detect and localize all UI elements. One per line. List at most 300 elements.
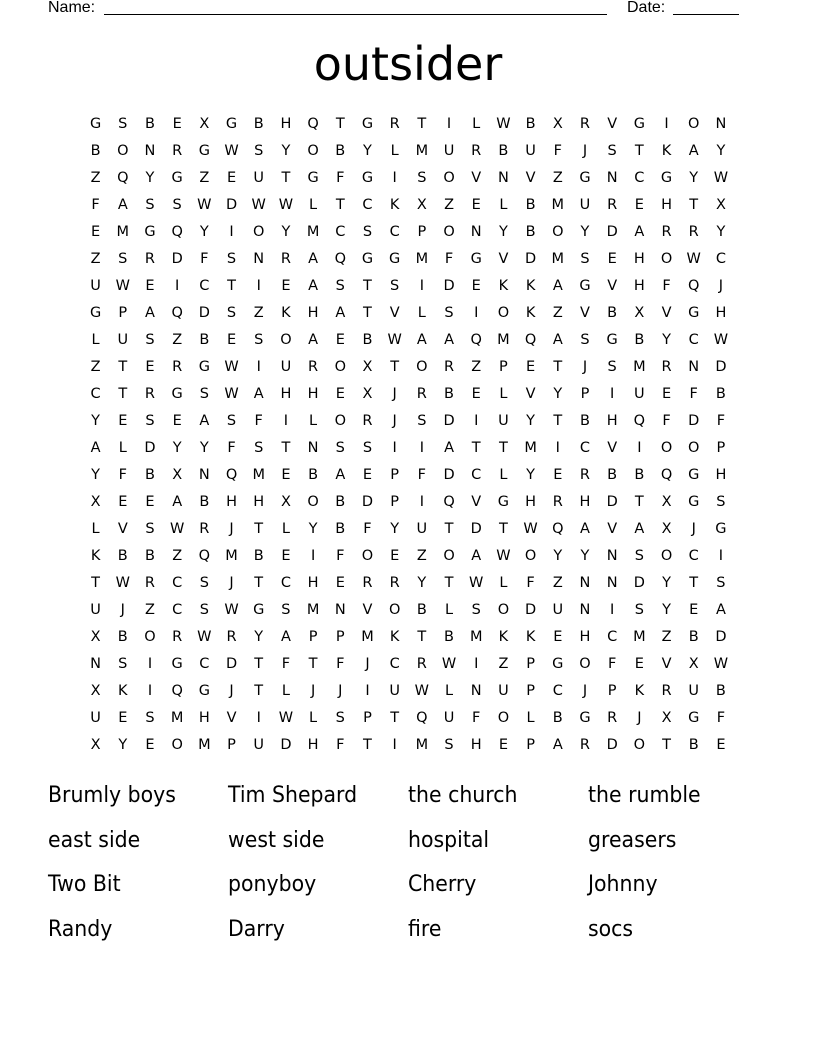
grid-letter[interactable]: G	[144, 224, 156, 240]
grid-letter[interactable]: T	[390, 710, 400, 726]
grid-letter[interactable]: L	[417, 305, 426, 321]
grid-letter[interactable]: B	[335, 143, 346, 159]
grid-letter[interactable]: O	[334, 413, 346, 429]
grid-letter[interactable]: A	[580, 521, 590, 537]
grid-letter[interactable]: R	[552, 494, 563, 510]
grid-letter[interactable]: X	[90, 683, 101, 699]
grid-letter[interactable]: S	[471, 602, 481, 618]
grid-letter[interactable]: I	[474, 413, 479, 429]
grid-letter[interactable]: P	[363, 710, 372, 726]
grid-letter[interactable]: I	[718, 548, 724, 564]
grid-letter[interactable]: I	[392, 440, 397, 456]
grid-letter[interactable]: L	[499, 386, 508, 402]
grid-letter[interactable]: K	[281, 305, 291, 321]
grid-letter[interactable]: B	[688, 629, 699, 645]
grid-letter[interactable]: U	[280, 359, 292, 375]
grid-letter[interactable]: T	[634, 494, 644, 510]
grid-letter[interactable]: O	[579, 656, 591, 672]
grid-letter[interactable]: D	[715, 359, 727, 375]
grid-letter[interactable]: B	[335, 521, 346, 537]
grid-letter[interactable]: G	[307, 170, 319, 186]
grid-letter[interactable]: B	[144, 116, 155, 132]
grid-letter[interactable]: F	[689, 386, 698, 402]
grid-letter[interactable]: N	[606, 548, 618, 564]
grid-letter[interactable]: U	[253, 737, 265, 753]
grid-letter[interactable]: S	[335, 440, 345, 456]
grid-letter[interactable]: B	[144, 548, 155, 564]
grid-letter[interactable]: H	[253, 494, 265, 510]
grid-letter[interactable]: L	[309, 710, 318, 726]
grid-letter[interactable]: W	[414, 683, 430, 699]
grid-letter[interactable]: C	[688, 332, 699, 348]
grid-letter[interactable]: J	[392, 413, 397, 429]
grid-letter[interactable]: A	[444, 440, 454, 456]
grid-letter[interactable]: S	[362, 224, 373, 240]
grid-letter[interactable]: D	[606, 224, 618, 240]
grid-letter[interactable]: O	[171, 737, 183, 753]
grid-letter[interactable]: H	[280, 116, 292, 132]
grid-letter[interactable]: N	[470, 224, 482, 240]
grid-letter[interactable]: F	[716, 413, 726, 429]
grid-letter[interactable]: B	[607, 467, 618, 483]
grid-letter[interactable]: X	[90, 737, 101, 753]
grid-letter[interactable]: G	[389, 251, 401, 267]
grid-letter[interactable]: W	[278, 197, 294, 213]
grid-letter[interactable]: M	[252, 467, 265, 483]
grid-letter[interactable]: L	[526, 710, 535, 726]
grid-letter[interactable]: E	[689, 602, 699, 618]
grid-letter[interactable]: V	[471, 494, 482, 510]
grid-letter[interactable]: B	[688, 737, 699, 753]
grid-letter[interactable]: A	[90, 440, 101, 456]
grid-letter[interactable]: Y	[716, 224, 726, 240]
grid-letter[interactable]: Y	[689, 170, 699, 186]
grid-letter[interactable]: B	[362, 332, 373, 348]
grid-letter[interactable]: D	[144, 440, 156, 456]
grid-letter[interactable]: E	[634, 197, 644, 213]
grid-letter[interactable]: B	[607, 305, 618, 321]
grid-letter[interactable]: E	[145, 278, 155, 294]
grid-letter[interactable]: I	[310, 548, 316, 564]
grid-letter[interactable]: I	[365, 683, 370, 699]
grid-letter[interactable]: A	[308, 278, 319, 294]
grid-letter[interactable]: T	[118, 386, 128, 402]
grid-letter[interactable]: N	[579, 602, 591, 618]
grid-letter[interactable]: C	[579, 440, 591, 456]
grid-letter[interactable]: C	[389, 656, 400, 672]
grid-letter[interactable]: P	[118, 305, 128, 321]
grid-letter[interactable]: A	[308, 251, 319, 267]
grid-letter[interactable]: N	[470, 683, 482, 699]
grid-letter[interactable]: S	[199, 575, 209, 591]
grid-letter[interactable]: P	[526, 683, 535, 699]
grid-letter[interactable]: K	[525, 629, 536, 645]
grid-letter[interactable]: F	[336, 656, 345, 672]
grid-letter[interactable]: G	[361, 251, 374, 267]
grid-letter[interactable]: T	[689, 575, 699, 591]
grid-letter[interactable]: O	[497, 602, 510, 618]
grid-letter[interactable]: J	[582, 359, 588, 375]
grid-letter[interactable]: B	[525, 116, 536, 132]
grid-letter[interactable]: U	[498, 683, 509, 699]
grid-letter[interactable]: G	[579, 170, 591, 186]
grid-letter[interactable]: R	[661, 359, 672, 375]
grid-letter[interactable]: B	[199, 494, 210, 510]
grid-letter[interactable]: U	[688, 683, 700, 699]
grid-letter[interactable]: D	[225, 197, 238, 213]
grid-letter[interactable]: P	[417, 224, 427, 240]
grid-letter[interactable]: T	[335, 116, 345, 132]
grid-letter[interactable]: W	[224, 143, 239, 159]
grid-letter[interactable]: Y	[662, 332, 671, 348]
grid-letter[interactable]: D	[171, 251, 183, 267]
grid-letter[interactable]: O	[144, 629, 156, 645]
grid-letter[interactable]: I	[175, 278, 180, 294]
grid-letter[interactable]: W	[441, 656, 457, 672]
grid-letter[interactable]: Q	[307, 116, 319, 132]
grid-letter[interactable]: K	[389, 197, 400, 213]
grid-letter[interactable]: M	[415, 143, 429, 159]
grid-letter[interactable]: J	[338, 683, 343, 699]
grid-letter[interactable]: S	[716, 494, 726, 510]
grid-letter[interactable]: N	[90, 656, 102, 672]
grid-letter[interactable]: T	[417, 116, 427, 132]
grid-letter[interactable]: N	[606, 170, 618, 186]
grid-letter[interactable]: Q	[171, 683, 183, 699]
grid-letter[interactable]: G	[688, 467, 700, 483]
grid-letter[interactable]: R	[607, 197, 618, 213]
grid-letter[interactable]: A	[172, 494, 183, 510]
grid-letter[interactable]: K	[90, 548, 101, 564]
grid-letter[interactable]: Y	[662, 602, 671, 618]
grid-letter[interactable]: P	[499, 359, 508, 375]
grid-letter[interactable]: I	[664, 116, 669, 132]
grid-letter[interactable]: I	[555, 440, 560, 456]
grid-letter[interactable]: S	[118, 251, 128, 267]
grid-letter[interactable]: G	[606, 332, 618, 348]
grid-letter[interactable]: Q	[334, 251, 346, 267]
grid-letter[interactable]: I	[392, 737, 397, 753]
grid-letter[interactable]: K	[498, 278, 509, 294]
grid-letter[interactable]: Y	[580, 224, 590, 240]
grid-letter[interactable]: E	[118, 710, 128, 726]
grid-letter[interactable]: D	[225, 656, 238, 672]
grid-letter[interactable]: I	[256, 278, 261, 294]
grid-letter[interactable]: D	[606, 494, 618, 510]
grid-letter[interactable]: R	[144, 251, 155, 267]
grid-letter[interactable]: E	[172, 413, 182, 429]
grid-letter[interactable]: A	[145, 305, 155, 321]
grid-letter[interactable]: F	[336, 170, 345, 186]
grid-letter[interactable]: W	[115, 575, 130, 591]
grid-letter[interactable]: H	[198, 710, 210, 726]
grid-letter[interactable]: F	[662, 413, 671, 429]
grid-letter[interactable]: H	[307, 386, 319, 402]
grid-letter[interactable]: H	[715, 467, 727, 483]
grid-letter[interactable]: A	[552, 332, 563, 348]
grid-letter[interactable]: S	[281, 602, 291, 618]
grid-letter[interactable]: D	[198, 305, 210, 321]
grid-letter[interactable]: H	[470, 737, 482, 753]
grid-letter[interactable]: F	[526, 575, 535, 591]
grid-letter[interactable]: F	[91, 197, 100, 213]
grid-letter[interactable]: Z	[661, 629, 672, 645]
grid-letter[interactable]: P	[716, 440, 726, 456]
grid-letter[interactable]: E	[661, 386, 672, 402]
grid-letter[interactable]: W	[197, 629, 212, 645]
grid-letter[interactable]: C	[362, 197, 373, 213]
grid-letter[interactable]: K	[525, 278, 536, 294]
grid-letter[interactable]: E	[607, 251, 617, 267]
grid-letter[interactable]: L	[91, 521, 100, 537]
grid-letter[interactable]: N	[334, 602, 346, 618]
grid-letter[interactable]: S	[199, 386, 209, 402]
grid-letter[interactable]: Q	[688, 278, 700, 294]
grid-letter[interactable]: T	[254, 575, 264, 591]
grid-letter[interactable]: Y	[91, 467, 101, 483]
grid-letter[interactable]: C	[199, 278, 210, 294]
grid-letter[interactable]: C	[634, 170, 645, 186]
grid-letter[interactable]: A	[280, 629, 291, 645]
grid-letter[interactable]: S	[580, 332, 590, 348]
grid-letter[interactable]: D	[688, 413, 700, 429]
grid-letter[interactable]: G	[660, 170, 673, 186]
grid-letter[interactable]: D	[443, 278, 455, 294]
grid-letter[interactable]: Z	[145, 602, 155, 618]
grid-letter[interactable]: U	[634, 386, 645, 402]
grid-letter[interactable]: Y	[308, 521, 318, 537]
grid-letter[interactable]: W	[496, 116, 511, 132]
grid-letter[interactable]: Y	[553, 386, 563, 402]
grid-letter[interactable]: L	[309, 197, 318, 213]
grid-letter[interactable]: Q	[633, 413, 646, 429]
grid-letter[interactable]: O	[443, 224, 455, 240]
grid-letter[interactable]: T	[254, 656, 264, 672]
grid-letter[interactable]: E	[145, 359, 155, 375]
grid-letter[interactable]: E	[390, 548, 400, 564]
grid-letter[interactable]: U	[90, 602, 101, 618]
grid-letter[interactable]: V	[226, 710, 237, 726]
grid-letter[interactable]: B	[579, 413, 590, 429]
grid-letter[interactable]: A	[471, 548, 482, 564]
grid-letter[interactable]: M	[116, 224, 130, 240]
grid-letter[interactable]: D	[606, 737, 618, 753]
grid-letter[interactable]: V	[661, 656, 672, 672]
grid-letter[interactable]: W	[387, 332, 402, 348]
grid-letter[interactable]: J	[637, 710, 642, 726]
grid-letter[interactable]: S	[335, 278, 345, 294]
grid-letter[interactable]: E	[634, 656, 644, 672]
grid-letter[interactable]: C	[471, 467, 482, 483]
grid-letter[interactable]: T	[363, 305, 372, 321]
grid-letter[interactable]: W	[278, 710, 294, 726]
grid-letter[interactable]: S	[580, 251, 590, 267]
grid-letter[interactable]: W	[169, 521, 185, 537]
grid-letter[interactable]: J	[120, 602, 125, 618]
grid-letter[interactable]: E	[145, 494, 155, 510]
grid-letter[interactable]: W	[469, 575, 484, 591]
grid-letter[interactable]: R	[607, 710, 618, 726]
grid-letter[interactable]: K	[634, 683, 645, 699]
grid-letter[interactable]: P	[580, 386, 590, 402]
grid-letter[interactable]: H	[307, 737, 319, 753]
grid-letter[interactable]: O	[416, 359, 428, 375]
grid-letter[interactable]: P	[526, 656, 535, 672]
grid-letter[interactable]: L	[309, 413, 318, 429]
grid-letter[interactable]: M	[524, 440, 537, 456]
grid-letter[interactable]: S	[254, 143, 264, 159]
grid-letter[interactable]: Y	[281, 224, 291, 240]
grid-letter[interactable]: G	[633, 116, 645, 132]
grid-letter[interactable]: G	[579, 710, 591, 726]
grid-letter[interactable]: E	[471, 278, 481, 294]
grid-letter[interactable]: I	[637, 440, 642, 456]
grid-letter[interactable]: G	[579, 278, 591, 294]
grid-letter[interactable]: U	[498, 413, 509, 429]
grid-letter[interactable]: G	[715, 521, 727, 537]
grid-letter[interactable]: J	[229, 575, 234, 591]
grid-letter[interactable]: Z	[552, 170, 563, 186]
grid-letter[interactable]: M	[633, 629, 646, 645]
grid-letter[interactable]: V	[607, 278, 618, 294]
grid-letter[interactable]: S	[417, 413, 427, 429]
grid-letter[interactable]: S	[607, 143, 617, 159]
grid-letter[interactable]: F	[553, 143, 562, 159]
grid-letter[interactable]: S	[226, 251, 237, 267]
grid-letter[interactable]: D	[525, 251, 537, 267]
grid-letter[interactable]: N	[688, 359, 700, 375]
grid-letter[interactable]: D	[280, 737, 292, 753]
grid-letter[interactable]: R	[199, 521, 210, 537]
grid-letter[interactable]: F	[417, 467, 427, 483]
grid-letter[interactable]: T	[363, 737, 372, 753]
grid-letter[interactable]: H	[525, 494, 537, 510]
grid-letter[interactable]: E	[553, 629, 563, 645]
grid-letter[interactable]: D	[525, 602, 537, 618]
grid-letter[interactable]: B	[634, 467, 645, 483]
grid-letter[interactable]: X	[661, 710, 672, 726]
grid-letter[interactable]: A	[117, 197, 128, 213]
grid-letter[interactable]: F	[444, 251, 454, 267]
grid-letter[interactable]: I	[446, 116, 452, 132]
grid-letter[interactable]: E	[226, 170, 237, 186]
grid-letter[interactable]: H	[579, 629, 591, 645]
grid-letter[interactable]: C	[199, 656, 210, 672]
grid-letter[interactable]: O	[334, 359, 346, 375]
grid-letter[interactable]: A	[416, 332, 427, 348]
grid-letter[interactable]: W	[713, 332, 729, 348]
grid-letter[interactable]: N	[253, 251, 265, 267]
grid-letter[interactable]: V	[607, 521, 618, 537]
grid-letter[interactable]: A	[688, 143, 699, 159]
grid-letter[interactable]: H	[280, 386, 292, 402]
grid-letter[interactable]: G	[171, 656, 183, 672]
grid-letter[interactable]: A	[715, 602, 726, 618]
grid-letter[interactable]: M	[415, 737, 429, 753]
grid-letter[interactable]: I	[229, 224, 234, 240]
grid-letter[interactable]: B	[634, 332, 645, 348]
grid-letter[interactable]: I	[610, 386, 615, 402]
grid-letter[interactable]: I	[283, 413, 289, 429]
grid-letter[interactable]: B	[444, 386, 454, 402]
grid-letter[interactable]: O	[552, 224, 564, 240]
grid-letter[interactable]: U	[389, 683, 400, 699]
grid-letter[interactable]: V	[498, 251, 509, 267]
grid-letter[interactable]: G	[89, 116, 102, 132]
grid-letter[interactable]: P	[607, 683, 617, 699]
grid-letter[interactable]: G	[552, 656, 564, 672]
grid-letter[interactable]: K	[661, 143, 672, 159]
grid-letter[interactable]: G	[688, 710, 700, 726]
grid-letter[interactable]: C	[90, 386, 101, 402]
grid-letter[interactable]: S	[254, 440, 264, 456]
grid-letter[interactable]: S	[390, 278, 400, 294]
grid-letter[interactable]: Y	[390, 521, 400, 537]
grid-letter[interactable]: T	[444, 521, 454, 537]
grid-letter[interactable]: R	[144, 575, 155, 591]
grid-letter[interactable]: N	[606, 575, 618, 591]
grid-letter[interactable]: G	[225, 116, 238, 132]
grid-letter[interactable]: T	[254, 521, 264, 537]
grid-letter[interactable]: M	[551, 197, 565, 213]
grid-letter[interactable]: I	[256, 359, 261, 375]
grid-letter[interactable]: N	[307, 440, 319, 456]
grid-letter[interactable]: L	[444, 683, 454, 699]
grid-letter[interactable]: K	[498, 629, 509, 645]
grid-letter[interactable]: O	[524, 548, 537, 564]
grid-letter[interactable]: U	[552, 602, 564, 618]
grid-letter[interactable]: A	[444, 332, 454, 348]
grid-letter[interactable]: W	[713, 170, 729, 186]
grid-letter[interactable]: Z	[172, 548, 183, 564]
grid-letter[interactable]: X	[362, 386, 373, 402]
grid-letter[interactable]: T	[227, 278, 236, 294]
grid-letter[interactable]: V	[580, 305, 590, 321]
grid-letter[interactable]: U	[416, 521, 428, 537]
grid-letter[interactable]: Y	[172, 440, 182, 456]
grid-letter[interactable]: R	[661, 683, 672, 699]
grid-letter[interactable]: P	[335, 629, 345, 645]
grid-letter[interactable]: Y	[580, 548, 590, 564]
grid-letter[interactable]: D	[443, 467, 455, 483]
grid-letter[interactable]: F	[336, 737, 345, 753]
grid-letter[interactable]: X	[688, 656, 699, 672]
grid-letter[interactable]: D	[715, 629, 727, 645]
grid-letter[interactable]: P	[227, 737, 236, 753]
grid-letter[interactable]: Q	[171, 224, 183, 240]
grid-letter[interactable]: O	[497, 710, 510, 726]
grid-letter[interactable]: C	[607, 629, 618, 645]
grid-letter[interactable]: Q	[660, 467, 673, 483]
grid-letter[interactable]: S	[444, 737, 454, 753]
grid-letter[interactable]: Z	[552, 305, 563, 321]
grid-letter[interactable]: M	[469, 629, 483, 645]
grid-letter[interactable]: S	[145, 332, 155, 348]
grid-letter[interactable]: L	[91, 332, 100, 348]
grid-letter[interactable]: Z	[416, 548, 427, 564]
grid-letter[interactable]: S	[199, 602, 209, 618]
grid-letter[interactable]: Q	[117, 170, 129, 186]
grid-letter[interactable]: W	[224, 359, 239, 375]
grid-letter[interactable]: J	[582, 683, 588, 699]
grid-letter[interactable]: I	[147, 656, 153, 672]
grid-letter[interactable]: A	[335, 467, 346, 483]
grid-letter[interactable]: G	[198, 143, 210, 159]
grid-letter[interactable]: E	[281, 548, 291, 564]
grid-letter[interactable]: I	[419, 278, 424, 294]
grid-letter[interactable]: O	[280, 332, 292, 348]
grid-letter[interactable]: I	[610, 602, 615, 618]
